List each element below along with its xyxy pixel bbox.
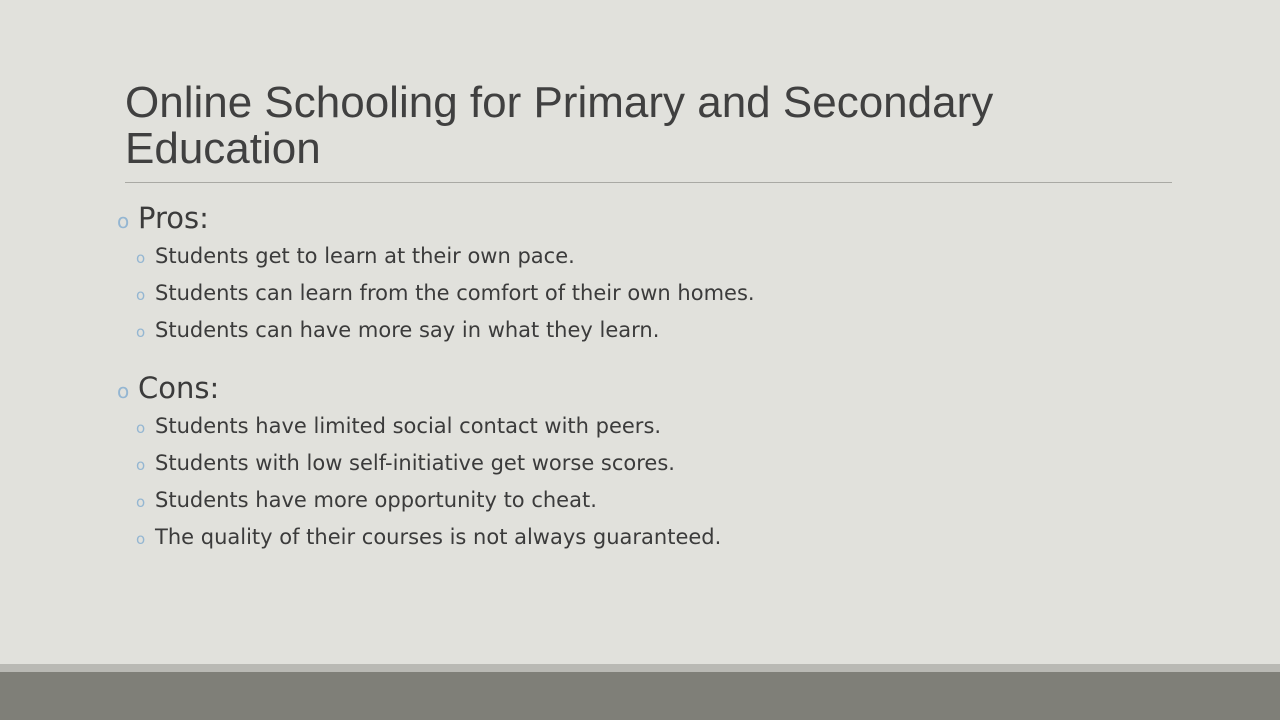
list-item <box>136 238 1167 275</box>
cons-list <box>117 408 1167 556</box>
list-item-text: Students can have more say in what they learn. <box>155 318 660 342</box>
list-item-text: Students with low self-initiative get worse scores. <box>155 451 675 475</box>
list-item-text: Students have limited social contact with peers. <box>155 414 662 438</box>
slide-content <box>117 198 1167 556</box>
circle-bullet-icon: o <box>136 249 146 267</box>
list-item <box>136 408 1167 445</box>
footer-band <box>0 672 1280 720</box>
list-item <box>136 275 1167 312</box>
list-item-text: Students have more opportunity to cheat. <box>155 488 597 512</box>
cons-section <box>117 368 1167 556</box>
circle-bullet-icon: o <box>136 493 146 511</box>
circle-bullet-icon: o <box>117 379 130 403</box>
pros-label: Pros: <box>138 201 209 235</box>
list-item-text: Students can learn from the comfort of their own homes. <box>155 281 755 305</box>
list-item-text: Students get to learn at their own pace. <box>155 244 575 268</box>
list-item <box>136 482 1167 519</box>
title-divider <box>125 182 1172 183</box>
cons-heading <box>117 368 1167 408</box>
list-item <box>136 445 1167 482</box>
list-item <box>136 519 1167 556</box>
circle-bullet-icon: o <box>117 209 130 233</box>
circle-bullet-icon: o <box>136 323 146 341</box>
pros-list <box>117 238 1167 349</box>
circle-bullet-icon: o <box>136 419 146 437</box>
list-item <box>136 312 1167 349</box>
pros-heading <box>117 198 1167 238</box>
list-item-text: The quality of their courses is not always guaranteed. <box>155 525 722 549</box>
circle-bullet-icon: o <box>136 530 146 548</box>
footer-accent-stripe <box>0 664 1280 672</box>
pros-section <box>117 198 1167 349</box>
circle-bullet-icon: o <box>136 456 146 474</box>
slide-title: Online Schooling for Primary and Secondary Education <box>125 78 994 173</box>
circle-bullet-icon: o <box>136 286 146 304</box>
cons-label: Cons: <box>138 371 220 405</box>
